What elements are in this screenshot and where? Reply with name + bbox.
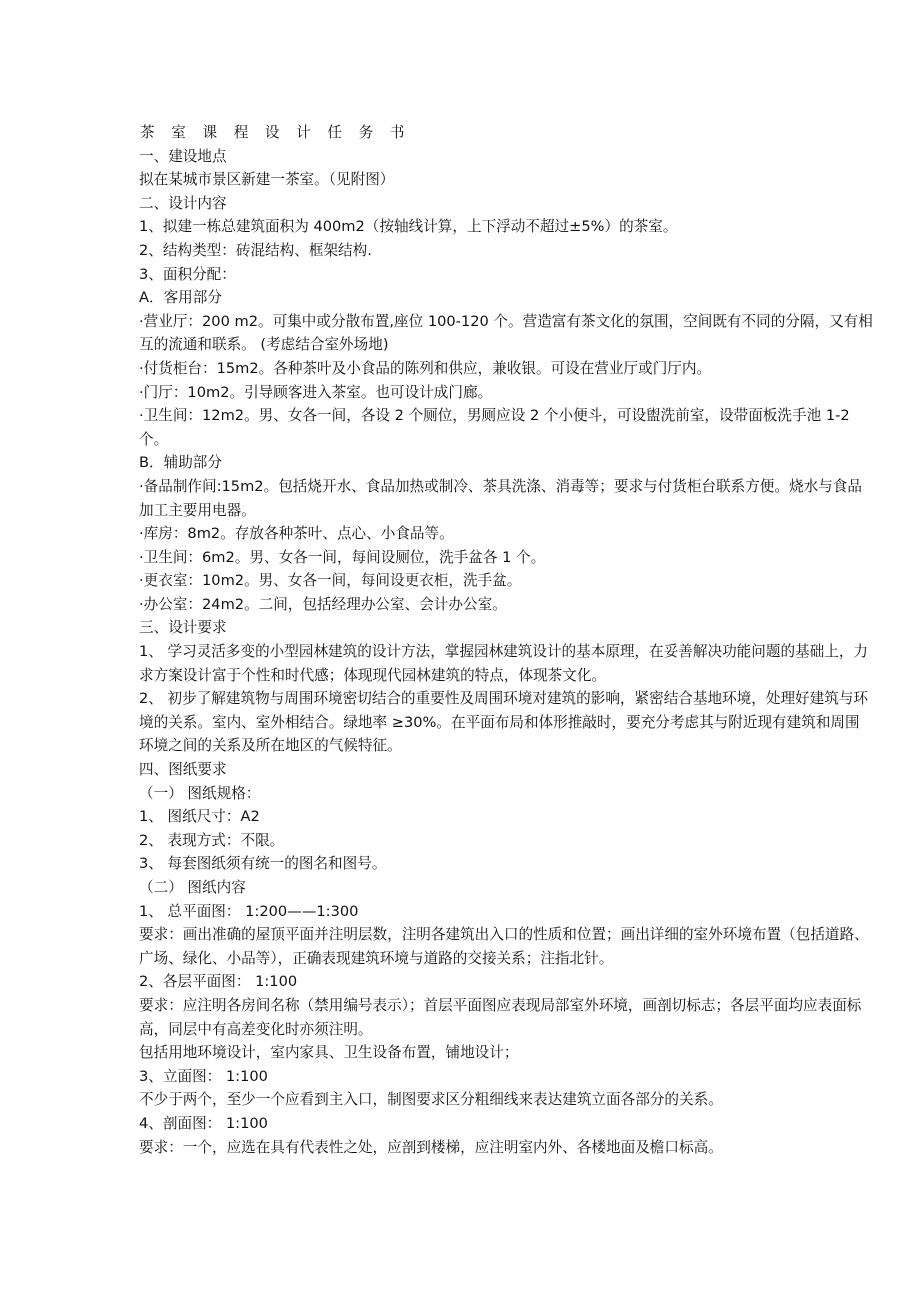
list-item-floor-plans: 2、各层平面图： 1:100 [139, 973, 298, 991]
list-item-restroom: ·卫生间：12m2。男、女各一间，各设 2 个厕位，男厕应设 2 个小便斗，可设盥洗前室，设带面板洗手池 1-2 个。 [139, 407, 850, 448]
paragraph-elevation-req: 不少于两个，至少一个应看到主入口，制图要求区分粗细线来表达建筑立面各部分的关系。 [139, 1091, 723, 1109]
subheading-drawing-spec: （一） 图纸规格： [139, 784, 261, 802]
list-item-foyer: ·门厅：10m2。引导顾客进入茶室。也可设计成门廊。 [139, 383, 493, 401]
paragraph-site: 拟在某城市景区新建一茶室。（见附图） [139, 171, 395, 189]
list-item-site-plan: 1、 总平面图： 1:200——1:300 [139, 902, 359, 920]
list-item-counter: ·付货柜台：15m2。各种茶叶及小食品的陈列和供应，兼收银。可设在营业厅或门厅内。 [139, 359, 712, 377]
list-item-drawing-size: 1、 图纸尺寸：A2 [139, 808, 260, 826]
paragraph-area: 1、拟建一栋总建筑面积为 400m2（按轴线计算，上下浮动不超过±5%）的茶室。 [139, 218, 678, 236]
list-item-drawing-title: 3、 每套图纸须有统一的图名和图号。 [139, 855, 387, 873]
list-item-office: ·办公室：24m2。二间，包括经理办公室、会计办公室。 [139, 595, 507, 613]
list-item-locker-room: ·更衣室：10m2。男、女各一间，每间设更衣柜，洗手盆。 [139, 572, 522, 590]
list-item-elevations: 3、立面图： 1:100 [139, 1067, 268, 1085]
list-item-storage: ·库房：8m2。存放各种茶叶、点心、小食品等。 [139, 525, 454, 543]
subheading-drawing-content: （二） 图纸内容 [139, 879, 246, 896]
section-heading-site: 一、建设地点 [139, 147, 227, 165]
paragraph-floor-plan-req: 要求：应注明各房间名称（禁用编号表示）；首层平面图应表现局部室外环境，画剖切标志；各层平面均应表面标高，同层中有高差变化时亦须注明。 [139, 996, 862, 1038]
section-heading-drawings: 四、图纸要求 [139, 761, 227, 779]
list-item-staff-restroom: ·卫生间：6m2。男、女各一间，每间设厕位，洗手盆各 1 个。 [139, 548, 546, 566]
list-item-prep-room: ·备品制作间:15m2。包括烧开水、食品加热或制冷、茶具洗涤、消毒等；要求与付货柜台联系方便。烧水与食品加工主要用电器。 [139, 477, 862, 519]
document-body [139, 121, 874, 1159]
subheading-guest-area: A．客用部分 [139, 289, 222, 307]
paragraph-requirement-1: 1、 学习灵活多变的小型园林建筑的设计方法，掌握园林建筑设计的基本原理，在妥善解决功能问题的基础上，力求方案设计富于个性和时代感；体现现代园林建筑的特点，体现茶文化。 [139, 643, 869, 684]
section-heading-content: 二、设计内容 [139, 194, 227, 212]
list-item-sections: 4、剖面图： 1:100 [139, 1114, 268, 1132]
paragraph-structure: 2、结构类型：砖混结构、框架结构. [139, 241, 372, 259]
subheading-support-area: B．辅助部分 [139, 454, 222, 472]
paragraph-area-allocation: 3、面积分配： [139, 265, 236, 283]
list-item-hall: ·营业厅：200 m2。可集中或分散布置,座位 100-120 个。营造富有茶文化的氛围，空间既有不同的分隔，又有相互的流通和联系。 (考虑结合室外场地) [139, 312, 873, 354]
list-item-presentation: 2、 表现方式：不限。 [139, 831, 285, 849]
section-heading-requirements: 三、设计要求 [139, 619, 227, 637]
paragraph-requirement-2: 2、 初步了解建筑物与周围环境密切结合的重要性及周围环境对建筑的影响，紧密结合基地环境，处理好建筑与环境的关系。室内、室外相结合。绿地率 ≥30%。在平面布局和体形推敲时，要充分考虑其与附近现有建筑和周围环境之间的关系及所在地区的气候特征。 [139, 690, 869, 755]
document-title: 茶 室 课 程 设 计 任 务 书 [140, 124, 411, 141]
paragraph-floor-plan-extra: 包括用地环境设计，室内家具、卫生设备布置，铺地设计； [139, 1044, 519, 1062]
paragraph-site-plan-req: 要求：画出准确的屋顶平面并注明层数，注明各建筑出入口的性质和位置；画出详细的室外环境布置（包括道路、广场、绿化、小品等），正确表现建筑环境与道路的交接关系；注指北针。 [139, 926, 869, 967]
paragraph-section-req: 要求：一个，应选在具有代表性之处，应剖到楼梯，应注明室内外、各楼地面及檐口标高。 [139, 1138, 723, 1156]
